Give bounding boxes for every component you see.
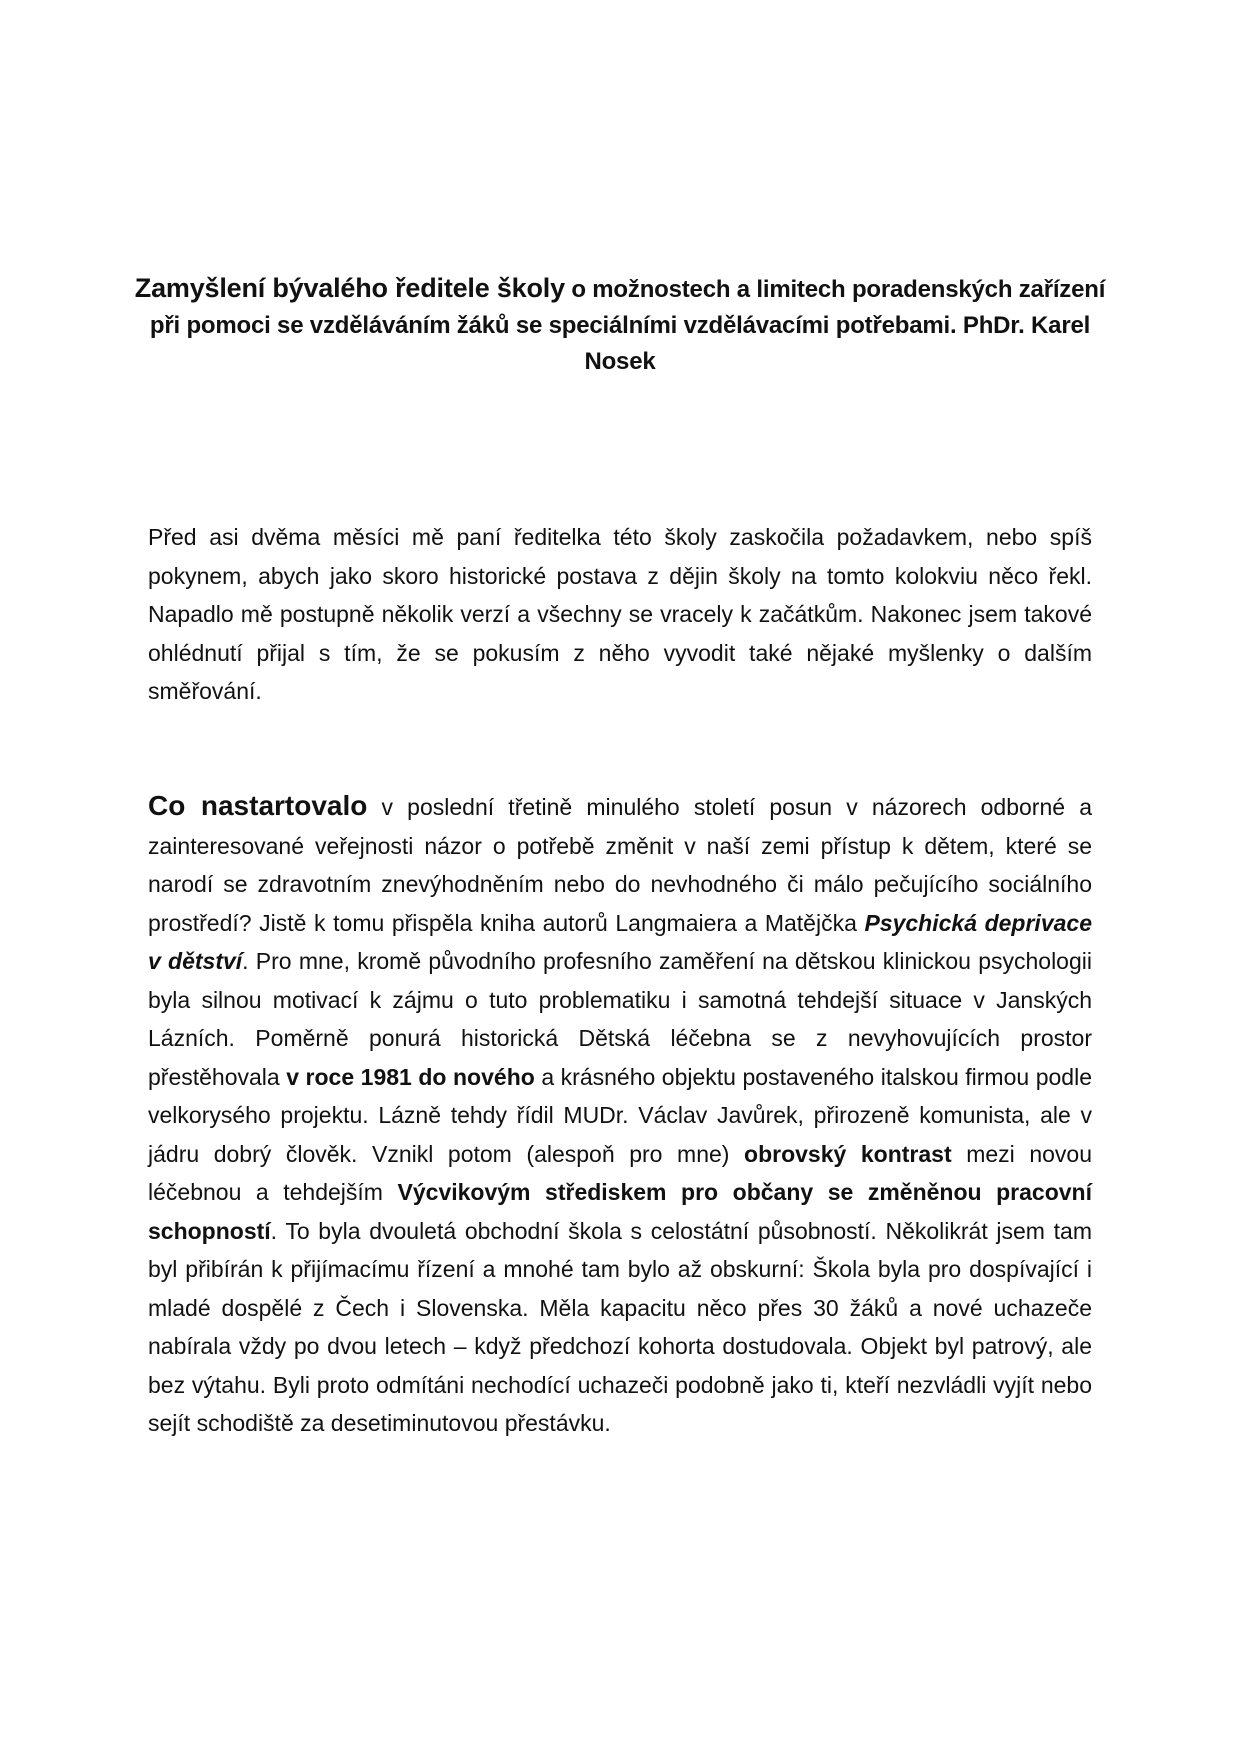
paragraph-history bbox=[148, 787, 1092, 1443]
book-title: Psychická deprivace v dětství bbox=[148, 909, 1092, 974]
bold-year: v roce 1981 do nového bbox=[286, 1063, 535, 1090]
paragraph-text-3: a krásného objektu postaveného italskou firmou podle velkorysého projektu. Lázně tehdy řídil MUDr. Václav Javůrek, přirozeně komunista, ale v jádru dobrý člověk. Vznikl potom (alespoň pro mne) bbox=[148, 1063, 1092, 1167]
bold-training-center: Výcvikovým střediskem pro občany se změněnou pracovní schopností bbox=[148, 1179, 1092, 1244]
paragraph-text-5: . To byla dvouletá obchodní škola s celostátní působností. Několikrát jsem tam byl přibírán k přijímacímu řízení a mnohé tam bylo až obskurní: Škola byla pro dospívající i mladé dospělé z Čech i Slovenska. Měla kapacitu něco přes 30 žáků a nové uchazeče nabírala vždy po dvou letech – když předchozí kohorta dostudovala. Objekt byl patrový, ale bez výtahu. Byli proto odmítáni nechodící uchazeči podobně jako ti, kteří nezvládli vyjít nebo sejít schodiště za desetiminutovou přestávku. bbox=[148, 1217, 1092, 1436]
paragraph-text-2: . Pro mne, kromě původního profesního zaměření na dětskou klinickou psychologii byla silnou motivací k zájmu o tuto problematiku i samotná tehdejší situace v Janských Lázních. Poměrně ponurá historická Dětská léčebna se z nevyhovujících prostor přestěhovala bbox=[148, 948, 1092, 1090]
document-title bbox=[130, 270, 1110, 380]
title-rest: o možnostech a limitech poradenských zařízení při pomoci se vzděláváním žáků se speciálními vzdělávacími potřebami. PhDr. Karel Nosek bbox=[149, 276, 1106, 375]
paragraph-intro bbox=[148, 518, 1092, 711]
paragraph-intro-text: Před asi dvěma měsíci mě paní ředitelka této školy zaskočila požadavkem, nebo spíš pokynem, abych jako skoro historické postava z dějin školy na tomto kolokviu něco řekl. Napadlo mě postupně několik verzí a všechny se vracely k začátkům. Nakonec jsem takové ohlédnutí přijal s tím, že se pokusím z něho vyvodit také nějaké myšlenky o dalším směřování. bbox=[148, 524, 1092, 704]
paragraph-lead: Co nastartovalo bbox=[148, 790, 368, 821]
paragraph-text-4: mezi novou léčebnou a tehdejším bbox=[148, 1140, 1093, 1205]
title-main: Zamyšlení bývalého ředitele školy bbox=[134, 273, 565, 303]
paragraph-text-1: v poslední třetině minulého století posun v názorech odborné a zainteresované veřejnosti názor o potřebě změnit v naší zemi přístup k dětem, které se narodí se zdravotním znevýhodněním nebo do nevhodného či málo pečujícího sociálního prostředí? Jistě k tomu přispěla kniha autorů Langmaiera a Matějčka bbox=[148, 794, 1092, 936]
bold-contrast: obrovský kontrast bbox=[744, 1140, 952, 1167]
